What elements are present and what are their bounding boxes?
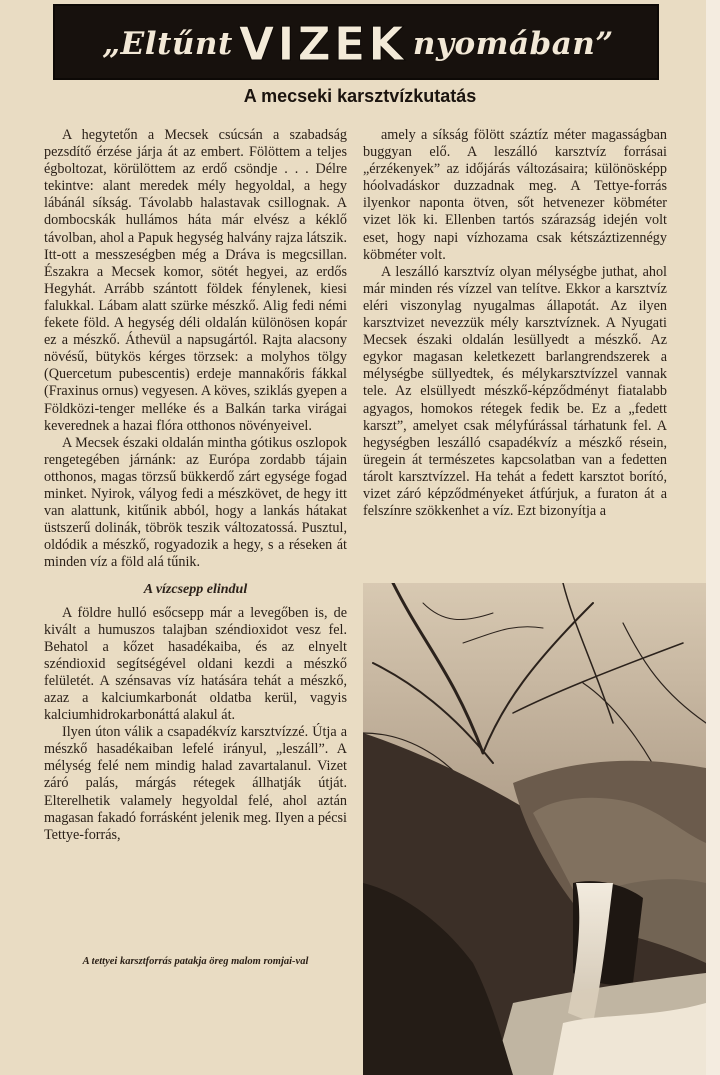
waterfall-photo xyxy=(363,583,706,1075)
photo-illustration xyxy=(363,583,706,1075)
paragraph: A földre hulló esőcsepp már a levegőben is, de kivált a humuszos talajban széndioxidot vesz fel. Behatol a kőzet hasadékaiba, és az elnyelt széndioxid segítségével oldani kezdi a mészkő felületét. A szénsavas víz hatására tehát a mészkő, azaz a kalciumkarbonát oldatba kerül, vagyis kalciumhidrokarbonáttá alakul át. xyxy=(44,604,347,724)
paragraph: A Mecsek északi oldalán mintha gótikus oszlopok rengetegében járnánk: az Európa zordabb tájain otthonos, magas törzsű bükkerdő zárt egysége fogad minket. Nyirok, vályog fedi a mészkövet, de hegy itt van alattunk, kitűnik abból, hogy a lankás hátakat üstszerű dolinák, töbrök teszik változatossá. Pusztul, oldódik a mészkő, rogyadozik a hegy, s a réseken át minden víz a föld alá tűnik. xyxy=(44,434,347,571)
title-script-left: „Eltűnt xyxy=(102,26,233,62)
title-script-right: nyomában” xyxy=(412,26,614,62)
photo-caption: A tettyei karsztforrás patakja öreg malom romjai-val xyxy=(82,956,309,967)
title-block-word: VIZEK xyxy=(238,17,407,71)
left-column xyxy=(44,127,347,844)
paragraph: Ilyen úton válik a csapadékvíz karsztvízzé. Útja a mészkő hasadékaiban lefelé irányul, „leszáll”. A mélység felé nem mindig halad zavartalanul. Vizet záró palás, márgás rétegek állhatják útját. Elterelhetik valamely hegyoldal felé, ahol aztán magasan fakadó forrásként jelenik meg. Ilyen a pécsi Tettye-forrás, xyxy=(44,724,347,843)
title-banner xyxy=(53,4,659,80)
paragraph: A hegytetőn a Mecsek csúcsán a szabadság pezsdítő érzése járja át az embert. Fölöttem a teljes égboltozat, körülöttem az erdő csöndje . . . Délre tekintve: alant meredek mély hegyoldal, a hegy lábánál síkság. Távolabb halastavak csillognak. A dombocskák hullámos háta már elvész a kéklő távolban, ahol a Papuk hegység halvány rajza látszik. Itt-ott a messzeségben még a Dráva is megcsillan. Északra a Mecsek komor, sötét hegyei, az erdős Hegyhát. Arrább szántott földek fénylenek, kiesi falukkal. Lábam alatt szürke mészkő. Alig fedi némi fekete föld. A hegység déli oldalán különösen kopár ez a mészkő. Áthevül a napsugártól. Rajta alacsony növésű, bütykös kérges törzsek: a molyhos tölgy (Quercetum pubescentis) erdeje mannakőris fákkal (Fraxinus ornus) vegyesen. A köves, sziklás gyepen a Földközi-tenger melléke és a Balkán tarka virágai keverednek a hazai flóra otthonos növényeivel. xyxy=(44,127,348,434)
right-column xyxy=(363,127,667,520)
page-edge xyxy=(706,0,720,1075)
paragraph: A leszálló karsztvíz olyan mélységbe juthat, ahol már minden rés vízzel van telítve. Ekkor a karsztvíz eléri viszonylag nyugalmas állapotát. Az ilyen karsztvizet nevezzük mély karsztvíznek. A Nyugati Mecsek északi oldalán lesüllyedt a mészkő. Az egykor magasan keletkezett barlangrendszerek a mélységbe süllyedtek, és mélykarsztvízzel vannak tele. Az elsüllyedt mészkő-képződményt fiatalabb agyagos, homokos rétegek fedik be. Ez a „fedett karszt”, amelyet csak mélyfúrással tárhatunk fel. A hegységben leszálló csapadékvíz a mészkő résein, üregein át természetes kapcsolatban van a fedetten tárolt karsztvízzel. Ha tehát a fedett karsztot borító, vizet záró képződményeket átfúrjuk, a furaton át a felszínre szökkenhet a víz. Ezt bizonyítja a xyxy=(363,263,667,520)
section-heading: A vízcsepp elindul xyxy=(143,582,248,598)
article-subtitle: A mecseki karsztvízkutatás xyxy=(243,86,477,106)
paragraph: amely a síkság fölött száztíz méter magasságban buggyan elő. A leszálló karsztvíz forrásai „érzékenyek” az időjárás változásaira; különösképp hóolvadáskor duzzadnak meg. A Tettye-forrás ilyenkor naponta ötven, sőt hetvenezer köbméter vizet lök ki. Ellenben tartós szárazság idején volt eset, hogy napi vízhozama csak kétszáztizennégy köbméter volt. xyxy=(363,127,667,263)
